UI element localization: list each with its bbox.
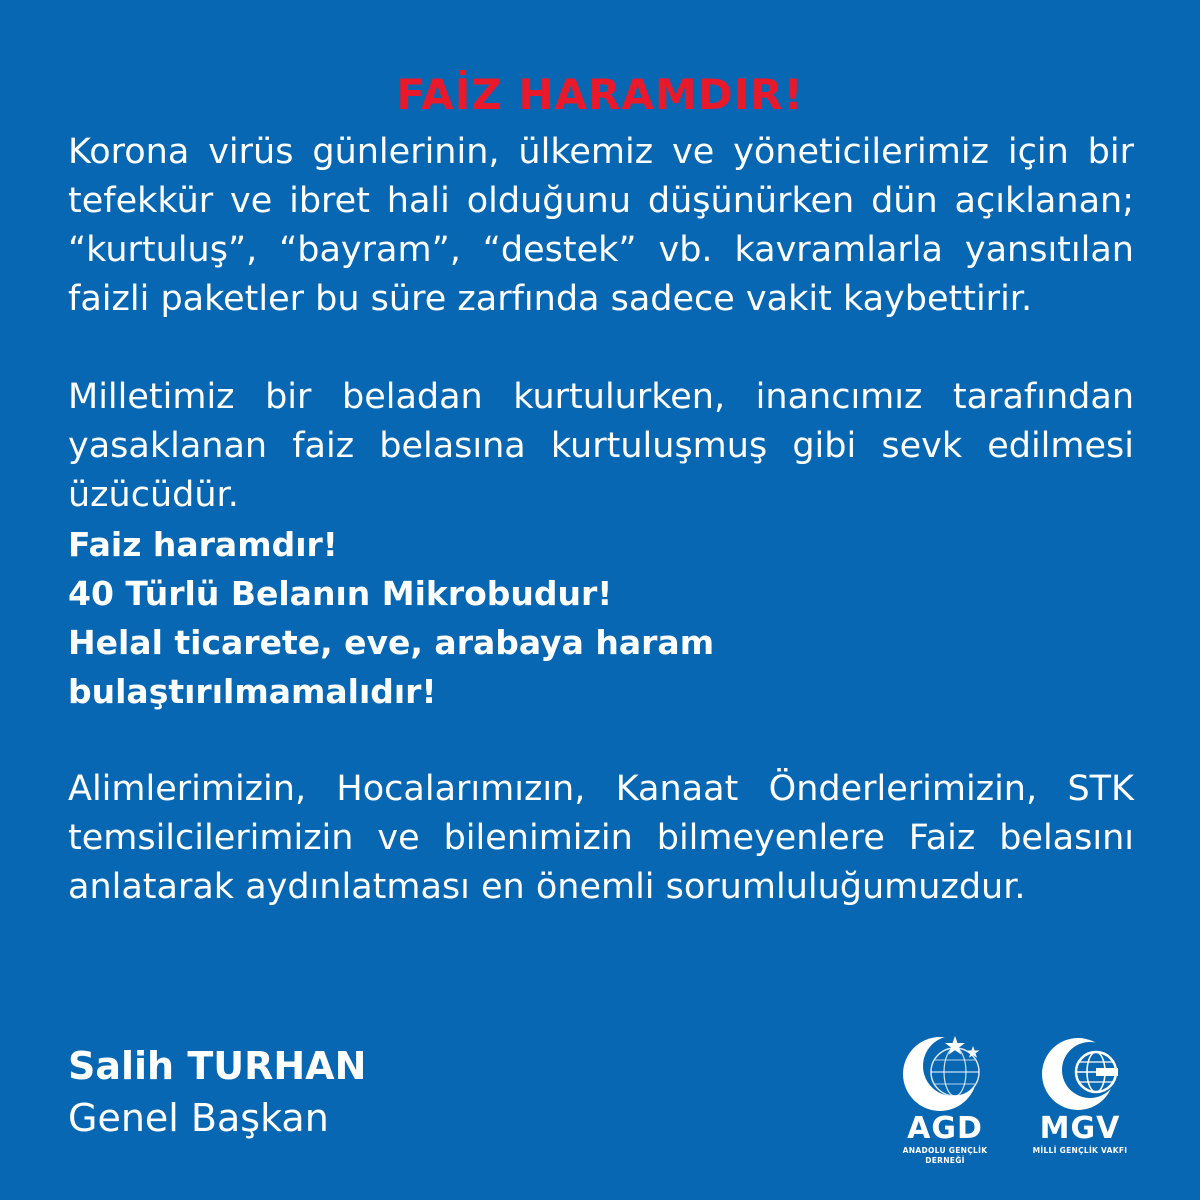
agd-logo (885, 1030, 1005, 1165)
emphasis-block (68, 520, 1134, 716)
signature-name: Salih TURHAN (68, 1044, 367, 1088)
signature-position: Genel Başkan (68, 1096, 329, 1140)
emphasis-line-1: Faiz haramdır! (68, 525, 338, 564)
paragraph-spacer (68, 324, 1134, 373)
agd-logo-fullname: ANADOLU GENÇLİK DERNEĞİ (902, 1146, 988, 1165)
mgv-logo-fullname: MİLLİ GENÇLİK VAKFI (1032, 1146, 1128, 1155)
paragraph-nation: Milletimiz bir beladan kurtulurken, inancımız tarafından yasaklanan faiz belasına kurtuluşmuş gibi sevk edilmesi üzücüdür. (68, 377, 1134, 515)
mgv-logo (1020, 1030, 1140, 1160)
logos-group (885, 1030, 1145, 1165)
paragraph-responsibility: Alimlerimizin, Hocalarımızın, Kanaat Önderlerimizin, STK temsilcilerimizin ve bilenimizin bilmeyenlere Faiz belasını anlatarak aydınlatması en önemli sorumluluğumuzdur. (68, 769, 1134, 907)
crescent-globe-icon (1020, 1030, 1140, 1114)
paragraph-intro: Korona virüs günlerinin, ülkemiz ve yöneticilerimiz için bir tefekkür ve ibret hali olduğunu düşünürken dün açıklanan; “kurtuluş”, “bayram”, “destek” vb. kavramlarla yansıtılan faizli paketler bu süre zarfında sadece vakit kaybettirir. (68, 132, 1134, 319)
crescent-star-globe-icon (885, 1030, 1005, 1114)
paragraph-spacer (68, 716, 1134, 765)
emphasis-line-3: Helal ticarete, eve, arabaya haram (68, 623, 715, 662)
emphasis-line-4: bulaştırılmamalıdır! (68, 672, 437, 711)
page-title: FAİZ HARAMDIR! (396, 70, 804, 119)
emphasis-line-2: 40 Türlü Belanın Mikrobudur! (68, 574, 613, 613)
signature-block (68, 1040, 366, 1144)
statement-body (68, 128, 1134, 912)
agd-logo-abbr: AGD (907, 1111, 983, 1146)
mgv-logo-abbr: MGV (1039, 1111, 1121, 1146)
